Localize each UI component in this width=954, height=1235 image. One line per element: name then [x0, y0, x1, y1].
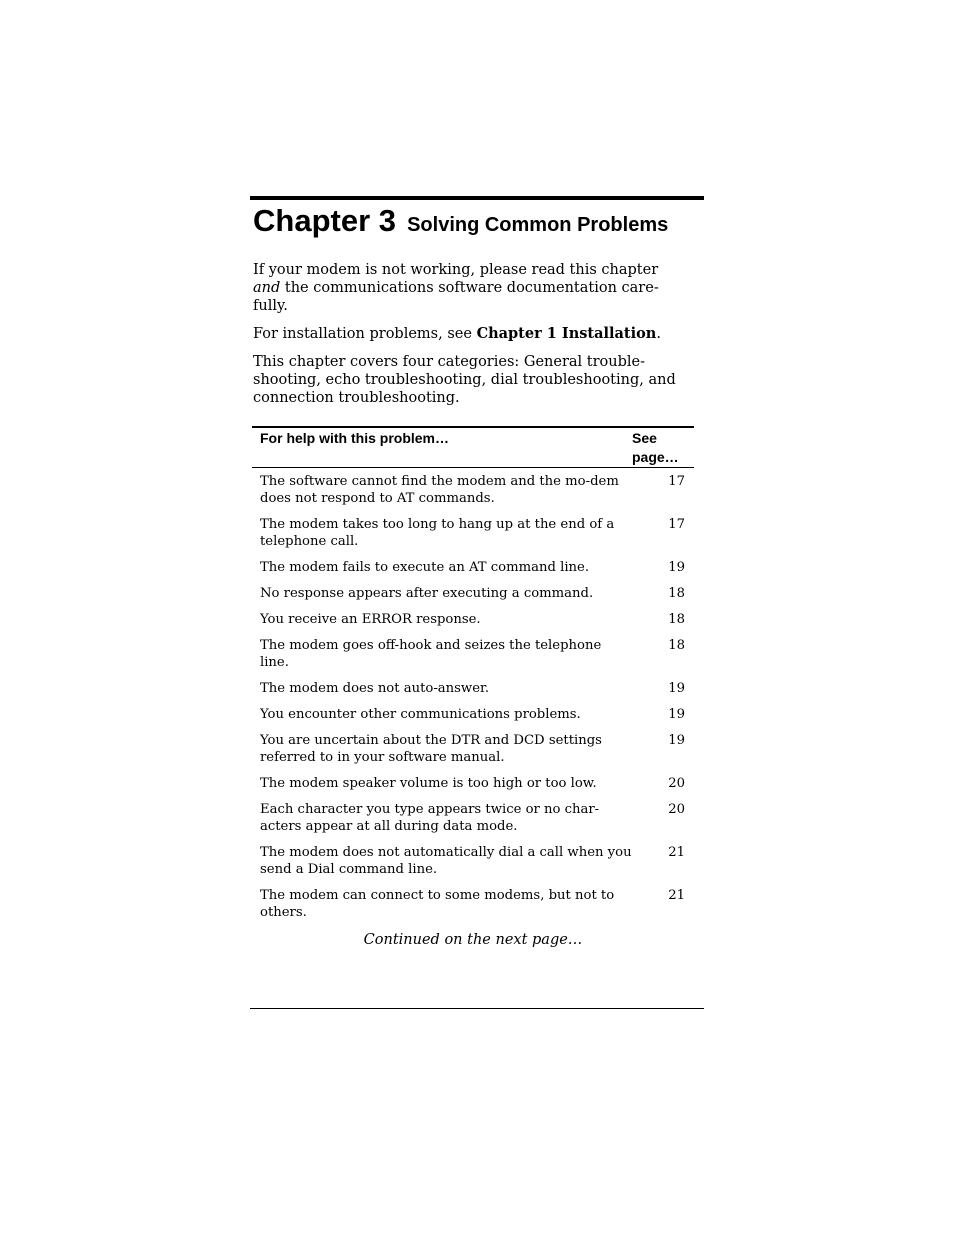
- chapter-number: Chapter 3: [253, 203, 396, 238]
- problem-cell: Each character you type appears twice or no char-acters appear at all during data mode.: [260, 802, 600, 834]
- problem-cell: The software cannot find the modem and the mo-dem does not respond to AT commands.: [260, 474, 619, 506]
- page-cell: [632, 680, 694, 706]
- table-row: [252, 611, 694, 637]
- intro-p1-emphasis: and: [253, 280, 281, 296]
- problem-cell: The modem fails to execute an AT command line.: [260, 560, 590, 575]
- chapter-heading: [253, 203, 703, 239]
- page-number: 19: [668, 707, 685, 722]
- page-number: 19: [668, 560, 685, 575]
- page-cell: [632, 585, 694, 611]
- page-cell: [632, 732, 694, 775]
- problem-cell: The modem takes too long to hang up at the end of a telephone call.: [260, 517, 615, 549]
- page-cell: [632, 637, 694, 680]
- problem-cell: You receive an ERROR response.: [260, 612, 481, 627]
- page-number: 21: [668, 845, 685, 860]
- table-row: [252, 637, 694, 680]
- page-cell: [632, 844, 694, 887]
- page-column-header: See page…: [632, 427, 694, 468]
- table-row: [252, 732, 694, 775]
- table-row: [252, 559, 694, 585]
- problem-cell: The modem goes off-hook and seizes the telephone line.: [260, 638, 602, 670]
- page-number: 21: [668, 888, 685, 903]
- page-number: 18: [668, 612, 685, 627]
- installation-reference: Chapter 1 Installation: [476, 325, 657, 342]
- intro-paragraph-1: [253, 261, 693, 315]
- intro-p1-start: If your modem is not working, please read this chapter: [253, 262, 659, 278]
- page-number: 18: [668, 586, 685, 601]
- page-cell: [632, 706, 694, 732]
- table-row: [252, 516, 694, 559]
- chapter-title: Solving Common Problems: [407, 214, 669, 236]
- intro-p2-start: For installation problems, see: [253, 326, 477, 342]
- page-number: 17: [668, 474, 685, 489]
- page-number: 19: [668, 681, 685, 696]
- page-cell: [632, 559, 694, 585]
- intro-text: [253, 261, 693, 417]
- page-cell: [632, 887, 694, 930]
- table-row: [252, 801, 694, 844]
- table-row: [252, 706, 694, 732]
- page-number: 20: [668, 776, 685, 791]
- problem-cell: The modem does not auto-answer.: [260, 681, 490, 696]
- intro-paragraph-3: This chapter covers four categories: General trouble-shooting, echo troubleshooting, dial troubleshooting, and connection troubleshooting.: [253, 354, 676, 406]
- intro-p2-end: .: [656, 326, 661, 342]
- problem-index-table: [252, 426, 694, 930]
- table-row: [252, 680, 694, 706]
- page-cell: [632, 611, 694, 637]
- page-number: 19: [668, 733, 685, 748]
- problem-cell: You encounter other communications problems.: [260, 707, 581, 722]
- table-row: [252, 585, 694, 611]
- problem-cell: The modem speaker volume is too high or too low.: [260, 776, 597, 791]
- table-row: [252, 887, 694, 930]
- page-number: 17: [668, 517, 685, 532]
- page-number: 20: [668, 802, 685, 817]
- problem-column-header: For help with this problem…: [252, 427, 632, 468]
- top-rule: [250, 196, 704, 200]
- table-header-row: [252, 427, 694, 468]
- intro-p1-end: the communications software documentation care-fully.: [253, 280, 659, 314]
- page-cell: [632, 775, 694, 801]
- problem-cell: No response appears after executing a command.: [260, 586, 594, 601]
- table-row: [252, 775, 694, 801]
- problem-cell: The modem can connect to some modems, but not to others.: [260, 888, 615, 920]
- table-row: [252, 844, 694, 887]
- page-cell: [632, 468, 694, 517]
- continued-note: Continued on the next page…: [363, 932, 583, 948]
- bottom-rule: [250, 1008, 704, 1009]
- page-cell: [632, 516, 694, 559]
- problem-cell: You are uncertain about the DTR and DCD settings referred to in your software manual.: [260, 733, 602, 765]
- problem-cell: The modem does not automatically dial a call when you send a Dial command line.: [260, 845, 632, 877]
- table-row: [252, 468, 694, 517]
- intro-paragraph-2: [253, 325, 693, 343]
- page-cell: [632, 801, 694, 844]
- page-number: 18: [668, 638, 685, 653]
